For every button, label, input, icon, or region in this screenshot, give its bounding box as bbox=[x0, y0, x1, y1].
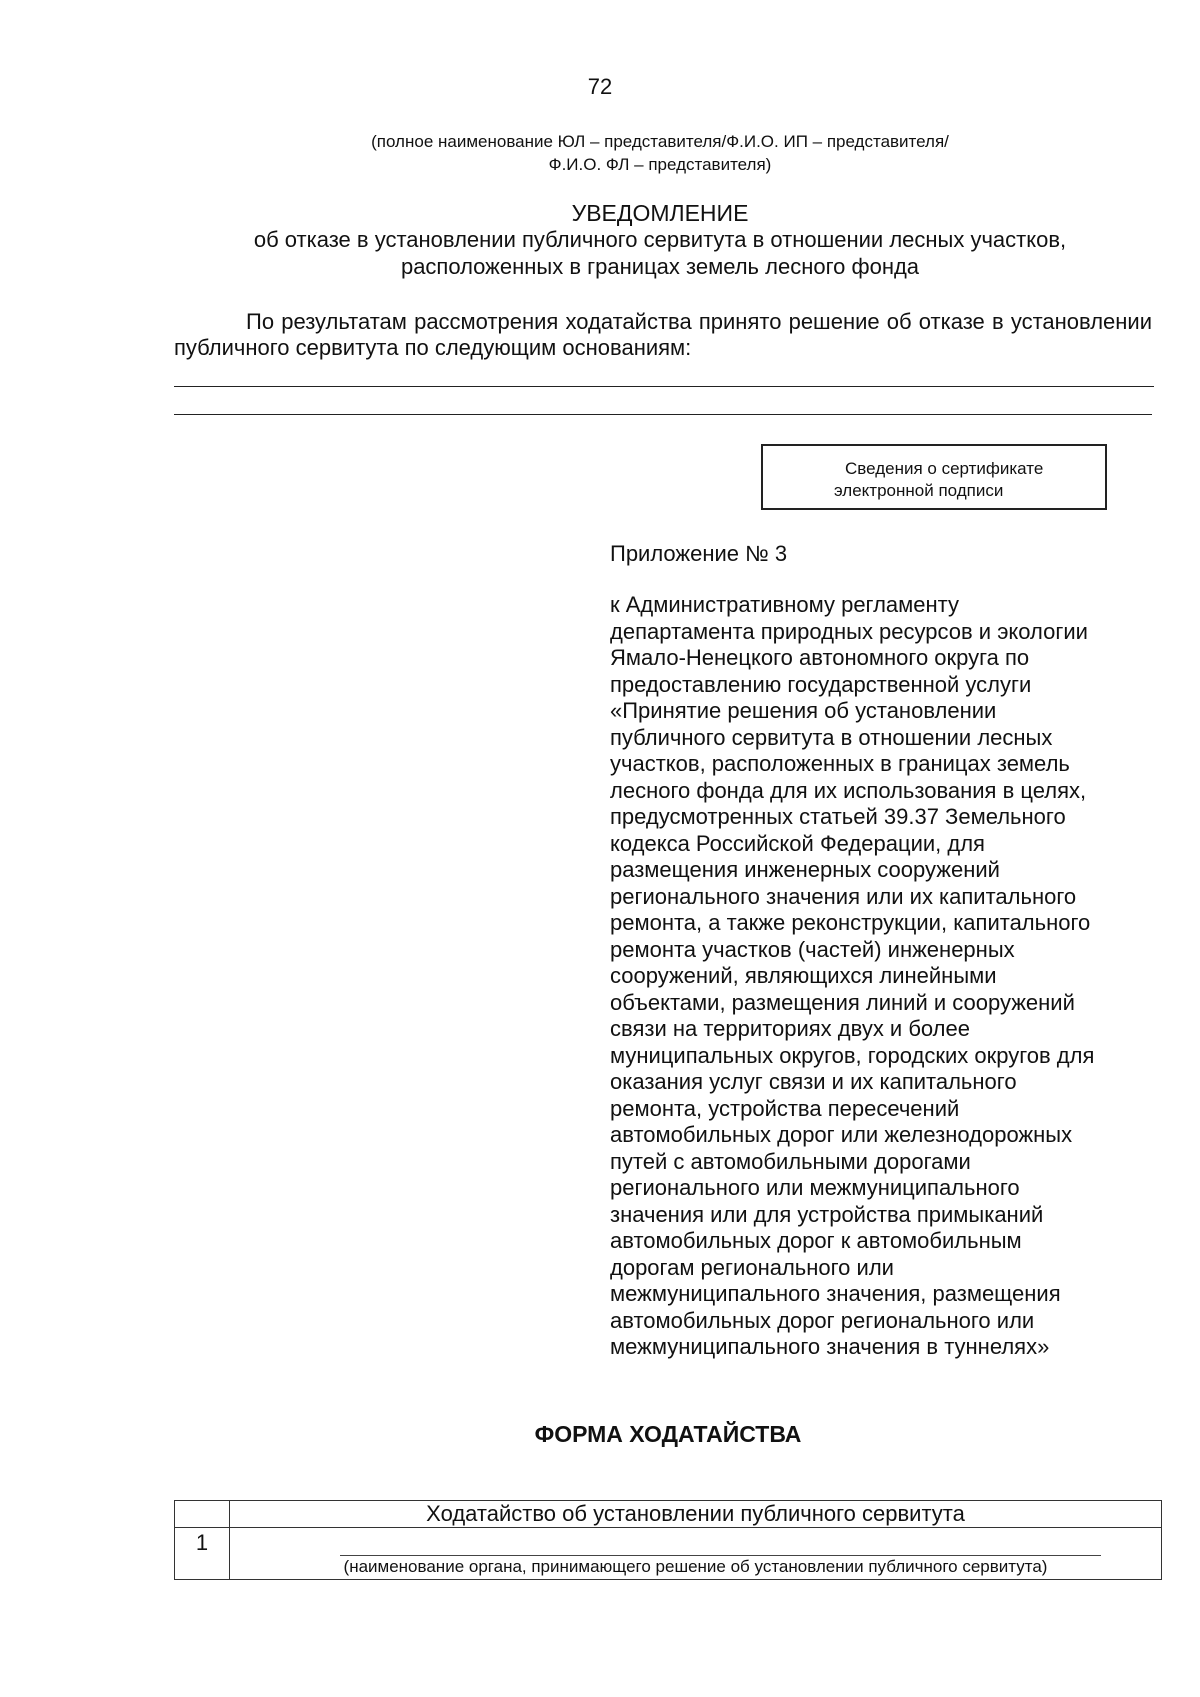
table-row bbox=[175, 1528, 1162, 1580]
appendix-title: Приложение № 3 bbox=[610, 541, 788, 566]
table-header-row bbox=[175, 1501, 1162, 1528]
notice-subtitle-line2: расположенных в границах земель лесного фонда bbox=[400, 254, 920, 279]
grounds-line-1 bbox=[174, 386, 1154, 387]
petition-form-table bbox=[174, 1500, 1162, 1580]
representative-caption-line1: (полное наименование ЮЛ – представителя/Ф.И.О. ИП – представителя/ bbox=[371, 132, 949, 151]
signature-certificate-box bbox=[761, 444, 1107, 510]
authority-name-field bbox=[230, 1528, 1162, 1580]
signature-box-line1: Сведения о сертификате bbox=[845, 459, 1044, 478]
notice-subtitle-line1: об отказе в установлении публичного сервитута в отношении лесных участков, bbox=[253, 227, 1067, 252]
notice-title: УВЕДОМЛЕНИЕ bbox=[571, 200, 749, 226]
signature-box-line2: электронной подписи bbox=[834, 481, 1004, 500]
row-number: 1 bbox=[175, 1528, 230, 1580]
grounds-line-2 bbox=[174, 414, 1152, 415]
notice-subtitle bbox=[0, 226, 1200, 280]
authority-name-caption: (наименование органа, принимающего решение об установлении публичного сервитута) bbox=[343, 1557, 1048, 1576]
representative-caption bbox=[0, 130, 1200, 176]
table-header-cell: Ходатайство об установлении публичного сервитута bbox=[230, 1501, 1162, 1528]
page-number: 72 bbox=[587, 74, 613, 99]
representative-caption-line2: Ф.И.О. ФЛ – представителя) bbox=[548, 155, 772, 174]
appendix-text: к Административному регламенту департамента природных ресурсов и экологии Ямало-Ненецкого автономного округа по предоставлению государственной услуги «Принятие решения об установлении публичного сервитута в отношении лесных участков, расположенных в границах земель лесного фонда для их использования в целях, предусмотренных статьей 39.37 Земельного кодекса Российской Федерации, для размещения инженерных сооружений регионального значения или их капитального ремонта, а также реконструкции, капитального ремонта участков (частей) инженерных сооружений, являющихся линейными объектами, размещения линий и сооружений связи на территориях двух и более муниципальных округов, городских округов для оказания услуг связи и их капитального ремонта, устройства пересечений автомобильных дорог или железнодорожных путей с автомобильными дорогами регионального или межмуниципального значения или для устройства примыканий автомобильных дорог к автомобильным дорогам регионального или межмуниципального значения, размещения автомобильных дорог регионального или межмуниципального значения в туннелях» bbox=[610, 592, 1095, 1359]
form-title: ФОРМА ХОДАТАЙСТВА bbox=[534, 1421, 802, 1447]
table-header-number-cell bbox=[175, 1501, 230, 1528]
refusal-paragraph: По результатам рассмотрения ходатайства принято решение об отказе в установлении публичного сервитута по следующим основаниям: bbox=[174, 309, 1152, 360]
